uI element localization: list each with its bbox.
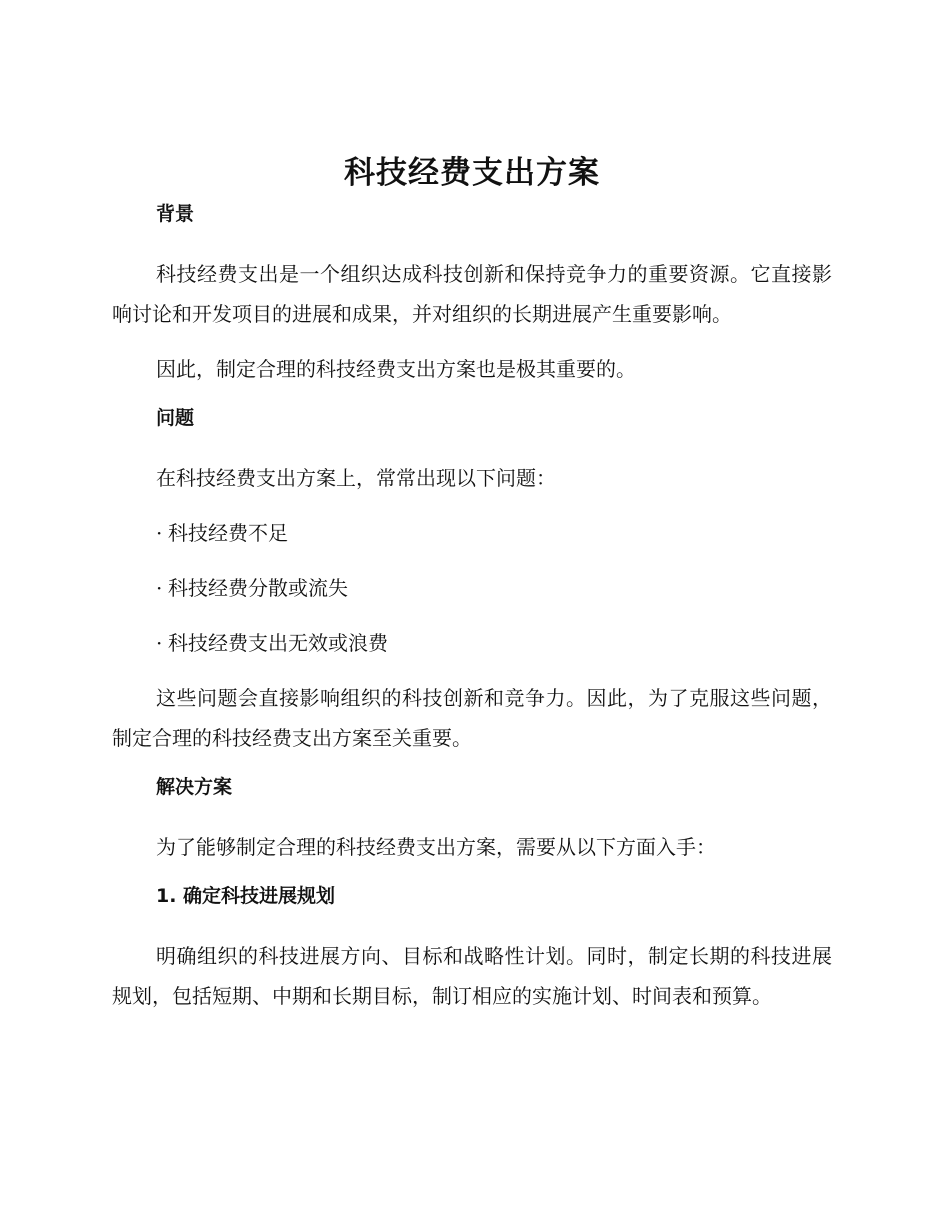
- background-paragraph-1: 科技经费支出是一个组织达成科技创新和保持竞争力的重要资源。它直接影响讨论和开发项目的进展和成果，并对组织的长期进展产生重要影响。: [112, 262, 832, 326]
- document-title: 科技经费支出方案: [344, 155, 600, 191]
- solution-intro: 为了能够制定合理的科技经费支出方案，需要从以下方面入手：: [156, 835, 716, 859]
- problem-list-item: [112, 568, 832, 608]
- problem-conclusion: 这些问题会直接影响组织的科技创新和竞争力。因此，为了克服这些问题，制定合理的科技经费支出方案至关重要。: [112, 686, 832, 750]
- document-body: [112, 148, 832, 1031]
- list-item-text: 科技经费分散或流失: [168, 576, 348, 600]
- section-heading-problem: 问题: [156, 407, 195, 429]
- section-heading-solution: 解决方案: [156, 776, 233, 798]
- list-item-text: 科技经费不足: [168, 521, 288, 545]
- bullet-icon: ·: [156, 521, 163, 545]
- background-paragraph-2: 因此，制定合理的科技经费支出方案也是极其重要的。: [156, 357, 636, 381]
- step-1-heading: 1. 确定科技进展规划: [156, 885, 336, 907]
- bullet-icon: ·: [156, 631, 163, 655]
- problem-intro: 在科技经费支出方案上，常常出现以下问题：: [156, 466, 556, 490]
- problem-list-item: [112, 623, 832, 663]
- problem-list-item: [112, 513, 832, 553]
- section-heading-background: 背景: [156, 203, 195, 225]
- list-item-text: 科技经费支出无效或浪费: [168, 631, 388, 655]
- bullet-icon: ·: [156, 576, 163, 600]
- step-1-paragraph: 明确组织的科技进展方向、目标和战略性计划。同时，制定长期的科技进展规划，包括短期、中期和长期目标，制订相应的实施计划、时间表和预算。: [112, 944, 832, 1008]
